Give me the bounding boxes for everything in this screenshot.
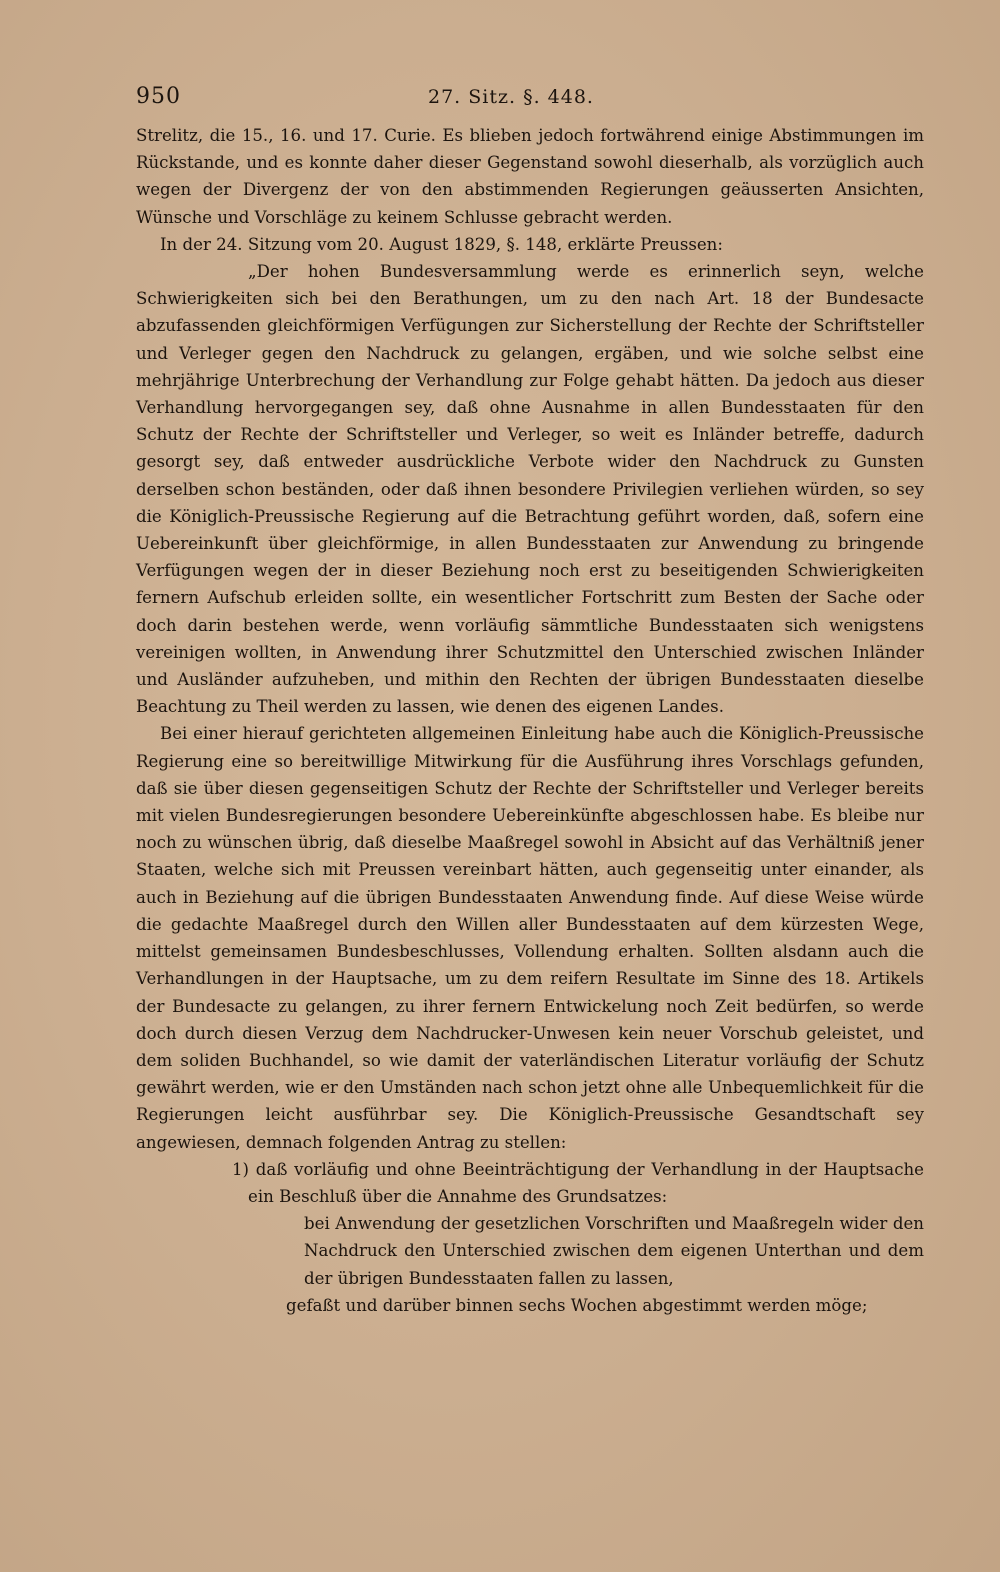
paragraph-closing-line: gefaßt und darüber binnen sechs Wochen abgestimmt werden möge; xyxy=(286,1295,868,1315)
paragraph-session-intro: In der 24. Sitzung vom 20. August 1829, §. 148, erklärte Preussen: xyxy=(160,234,723,254)
page-number: 950 xyxy=(136,84,181,109)
running-head: 27. Sitz. §. 448. xyxy=(428,86,594,108)
list-item-1: 1) daß vorläufig und ohne Beeinträchtigung der Verhandlung in der Hauptsache ein Beschluß über die Annahme des Grundsatzes: xyxy=(232,1159,924,1206)
page-header xyxy=(128,84,928,120)
body-text xyxy=(136,122,924,1319)
paragraph-prussia-proposal: Bei einer hierauf gerichteten allgemeinen Einleitung habe auch die Königlich-Preussische Regierung eine so bereitwillige Mitwirkung für die Ausführung ihres Vorschlags gefunden, daß sie über diesen gegenseitigen Schutz der Rechte der Schriftsteller und Verleger bereits mit vielen Bundesregierungen besondere Uebereinkünfte abgeschlossen habe. Es bleibe nur noch zu wünschen übrig, daß dieselbe Maaßregel sowohl in Absicht auf das Verhältniß jener Staaten, welche sich mit Preussen vereinbart hätten, auch gegenseitig unter einander, als auch in Beziehung auf die übrigen Bundesstaaten Anwendung finde. Auf diese Weise würde die gedachte Maaßregel durch den Willen aller Bundesstaaten auf dem kürzesten Wege, mittelst gemeinsamen Bundesbeschlusses, Vollendung erhalten. Sollten alsdann auch die Verhandlungen in der Hauptsache, um zu dem reifern Resultate im Sinne des 18. Artikels der Bundesacte zu gelangen, zu ihrer fernern Entwickelung noch Zeit bedürfen, so werde doch durch diesen Verzug dem Nachdrucker-Unwesen kein neuer Vorschub geleistet, und dem soliden Buchhandel, so wie damit der vaterländischen Literatur vorläufig der Schutz gewährt werden, wie er den Umständen nach schon jetzt ohne alle Unbequemlichkeit für die Regierungen leicht ausführbar sey. Die Königlich-Preussische Gesandtschaft sey angewiesen, demnach folgenden Antrag zu stellen: xyxy=(136,724,924,1152)
principle-quote: bei Anwendung der gesetzlichen Vorschriften und Maaßregeln wider den Nachdruck den Unterschied zwischen dem eigenen Unterthan und dem der übrigen Bundesstaaten fallen zu lassen, xyxy=(304,1214,924,1288)
paragraph-continuation: Strelitz, die 15., 16. und 17. Curie. Es blieben jedoch fortwährend einige Abstimmungen im Rückstande, und es konnte daher dieser Gegenstand sowohl dieserhalb, als vorzüglich auch wegen der Divergenz der von den abstimmenden Regierungen geäusserten Ansichten, Wünsche und Vorschläge zu keinem Schlusse gebracht werden. xyxy=(136,126,924,227)
paragraph-prussia-statement: „Der hohen Bundesversammlung werde es erinnerlich seyn, welche Schwierigkeiten sich bei den Berathungen, um zu den nach Art. 18 der Bundesacte abzufassenden gleichförmigen Verfügungen zur Sicherstellung der Rechte der Schriftsteller und Verleger gegen den Nachdruck zu gelangen, ergäben, und wie solche selbst eine mehrjährige Unterbrechung der Verhandlung zur Folge gehabt hätten. Da jedoch aus dieser Verhandlung hervorgegangen sey, daß ohne Ausnahme in allen Bundesstaaten für den Schutz der Rechte der Schriftsteller und Verleger, so weit es Inländer betreffe, dadurch gesorgt sey, daß entweder ausdrückliche Verbote wider den Nachdruck zu Gunsten derselben schon beständen, oder daß ihnen besondere Privilegien verliehen würden, so sey die Königlich-Preussische Regierung auf die Betrachtung geführt worden, daß, sofern eine Uebereinkunft über gleichförmige, in allen Bundesstaaten zur Anwendung zu bringende Verfügungen wegen der in dieser Beziehung noch erst zu beseitigenden Schwierigkeiten fernern Aufschub erleiden sollte, ein wesentlicher Fortschritt zum Besten der Sache oder doch darin bestehen werde, wenn vorläufig sämmtliche Bundesstaaten sich wenigstens vereinigen wollten, in Anwendung ihrer Schutzmittel den Unterschied zwischen Inländer und Ausländer aufzuheben, und mithin den Rechten der übrigen Bundesstaaten dieselbe Beachtung zu Theil werden zu lassen, wie denen des eigenen Landes. xyxy=(136,262,924,717)
